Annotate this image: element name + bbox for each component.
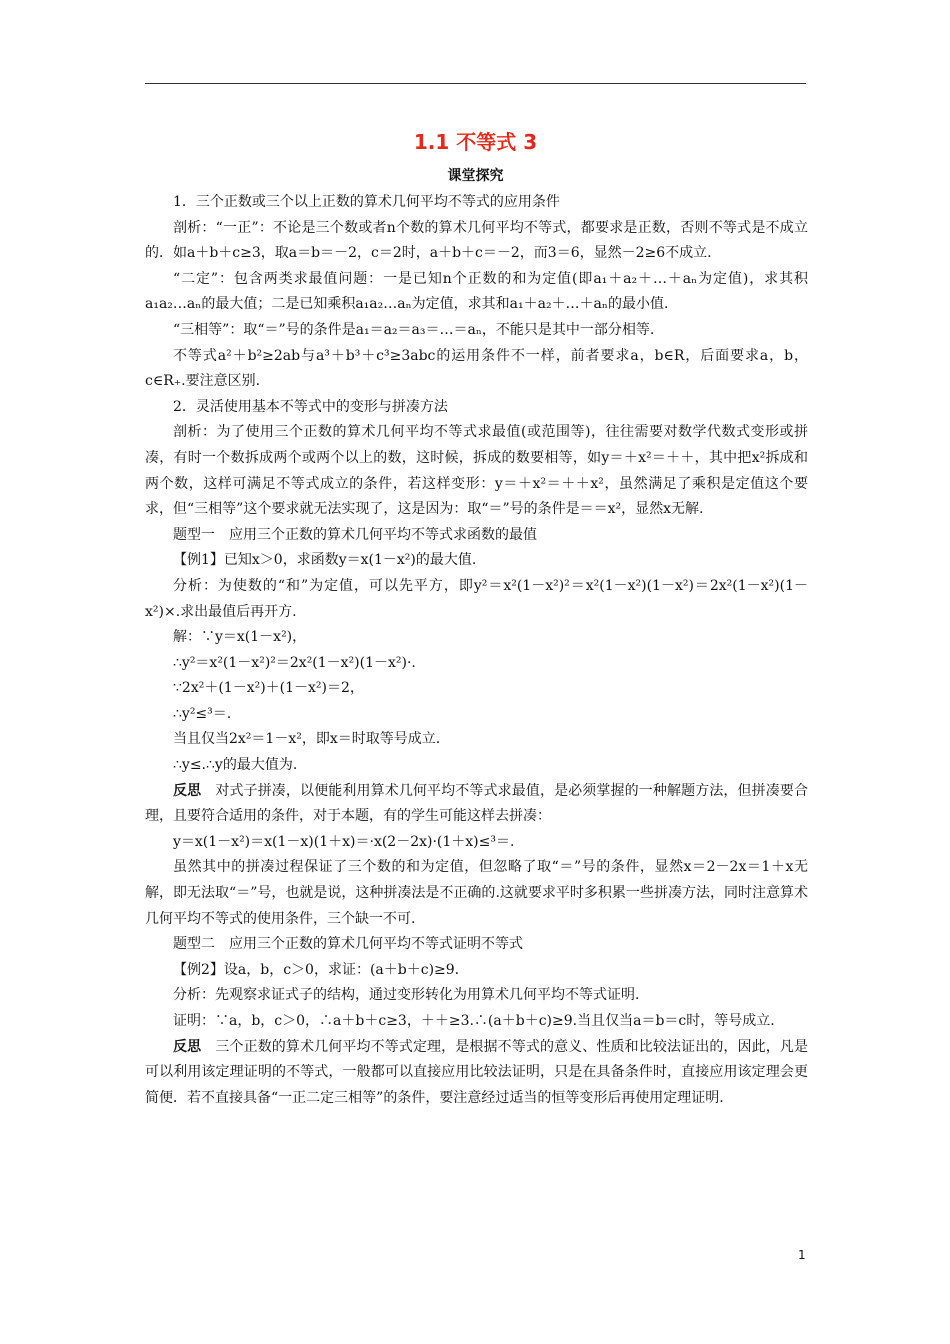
- paragraph: [145, 523, 808, 549]
- paragraph-text: 剖析：“一正”：不论是三个数或者n个数的算术几何平均不等式，都要求是正数，否则不等式是不成立的．如a＋b＋c≥3，取a＝b＝－2，c＝2时，a＋b＋c＝－2，而3＝6，显然－2≥6不成立.: [145, 219, 808, 262]
- reflection-label: 反思: [173, 782, 202, 799]
- paragraph-text: 对式子拼凑，以便能利用算术几何平均不等式求最值，是必须掌握的一种解题方法，但拼凑要合理，且要符合适用的条件，对于本题，有的学生可能这样去拼凑：: [145, 782, 809, 825]
- paragraph: [145, 548, 808, 574]
- paragraph: [145, 574, 808, 625]
- reflection-label: 反思: [173, 1038, 202, 1055]
- paragraph-text: 解：∵y＝x(1－x²)，: [173, 629, 307, 646]
- paragraph: [145, 395, 808, 421]
- paragraph-text: 【例2】设a，b，c＞0，求证：(a＋b＋c)≥9.: [173, 961, 460, 978]
- paragraph: [145, 983, 808, 1009]
- paragraph-text: 分析：先观察求证式子的结构，通过变形转化为用算术几何平均不等式证明.: [173, 987, 640, 1004]
- paragraph: [145, 932, 808, 958]
- paragraph: [145, 216, 808, 267]
- paragraph-text: 当且仅当2x²＝1－x²，即x＝时取等号成立.: [173, 731, 441, 748]
- paragraph: [145, 958, 808, 984]
- paragraph-text: ∴y≤.∴y的最大值为.: [173, 757, 298, 774]
- paragraph: [145, 267, 808, 318]
- paragraph-text: ∵2x²＋(1－x²)＋(1－x²)＝2，: [173, 680, 364, 697]
- page-number: 1: [798, 1248, 806, 1262]
- paragraph: [145, 676, 808, 702]
- paragraph-text: 分析：为使数的“和”为定值，可以先平方，即y²＝x²(1－x²)²＝x²(1－x²)(1－x²)＝2x²(1－x²)(1－x²)×.求出最值后再开方.: [145, 577, 808, 620]
- page-title: 1.1 不等式 3: [413, 130, 538, 154]
- paragraph: [145, 1035, 808, 1112]
- paragraph: [145, 830, 808, 856]
- paragraph: [145, 1009, 808, 1035]
- paragraph: [145, 855, 808, 932]
- paragraph: [145, 344, 808, 395]
- paragraph: [145, 779, 808, 830]
- paragraph: [145, 190, 808, 216]
- section-heading: 课堂探究: [447, 168, 504, 184]
- paragraph-text: 证明：∵a，b，c＞0，∴a＋b＋c≥3，＋＋≥3.∴(a＋b＋c)≥9.当且仅当a＝b＝c时，等号成立.: [173, 1013, 775, 1029]
- paragraph-text: 2．灵活使用基本不等式中的变形与拼凑方法: [173, 398, 448, 415]
- paragraph-text: “二定”：包含两类求最值问题：一是已知n个正数的和为定值(即a₁＋a₂＋…＋aₙ为定值)，求其积a₁a₂…aₙ的最大值；二是已知乘积a₁a₂…aₙ为定值，求其和a₁＋a₂＋…＋aₙ的最小值.: [145, 270, 808, 313]
- paragraph-text: ∴y²＝x²(1－x²)²＝2x²(1－x²)(1－x²)·.: [173, 654, 416, 671]
- paragraph: [145, 753, 808, 779]
- paragraph: [145, 420, 808, 522]
- paragraph-text: 不等式a²＋b²≥2ab与a³＋b³＋c³≥3abc的运用条件不一样，前者要求a，b∈R，后面要求a，b，c∈R₊.要注意区别.: [145, 347, 808, 390]
- paragraph-text: 题型二 应用三个正数的算术几何平均不等式证明不等式: [173, 936, 523, 953]
- paragraph-text: 题型一 应用三个正数的算术几何平均不等式求函数的最值: [173, 526, 537, 543]
- paragraph: [145, 625, 808, 651]
- paragraph-text: 剖析：为了使用三个正数的算术几何平均不等式求最值(或范围等)，往往需要对数学代数式变形或拼凑，有时一个数拆成两个或两个以上的数，这时候，拆成的数要相等，如y＝＋x²＝＋＋，其中把x²拆成和两个数，这样可满足不等式成立的条件，若这样变形：y＝＋x²＝＋＋x²，虽然满足了乘积是定值这个要求，但“三相等”这个要求就无法实现了，这是因为：取“＝”号的条件是＝＝x²，显然x无解.: [145, 424, 808, 518]
- paragraph: [145, 702, 808, 728]
- paragraph-text: 【例1】已知x＞0，求函数y＝x(1－x²)的最大值.: [173, 552, 477, 569]
- paragraph: [145, 651, 808, 677]
- paragraph-text: 1．三个正数或三个以上正数的算术几何平均不等式的应用条件: [173, 194, 560, 210]
- paragraph: [145, 318, 808, 344]
- body-text: [145, 190, 808, 1111]
- paragraph: [145, 727, 808, 753]
- header-rule: [145, 83, 806, 84]
- paragraph-text: 虽然其中的拼凑过程保证了三个数的和为定值，但忽略了取“＝”号的条件，显然x＝2－2x＝1＋x无解，即无法取“＝”号，也就是说，这种拼凑法是不正确的.这就要求平时多积累一些拼凑方法，同时注意算术几何平均不等式的使用条件，三个缺一不可.: [145, 859, 808, 927]
- paragraph-text: 三个正数的算术几何平均不等式定理，是根据不等式的意义、性质和比较法证出的，因此，凡是可以利用该定理证明的不等式，一般都可以直接应用比较法证明，只是在具备条件时，直接应用该定理会更简便．若不直接具备“一正二定三相等”的条件，要注意经过适当的恒等变形后再使用定理证明.: [145, 1038, 809, 1106]
- paragraph-text: ∴y²≤³＝.: [173, 705, 232, 722]
- paragraph-text: “三相等”：取“＝”号的条件是a₁＝a₂＝a₃＝…＝aₙ，不能只是其中一部分相等.: [173, 321, 655, 338]
- paragraph-text: y＝x(1－x²)＝x(1－x)(1＋x)＝·x(2－2x)·(1＋x)≤³＝.: [173, 833, 515, 850]
